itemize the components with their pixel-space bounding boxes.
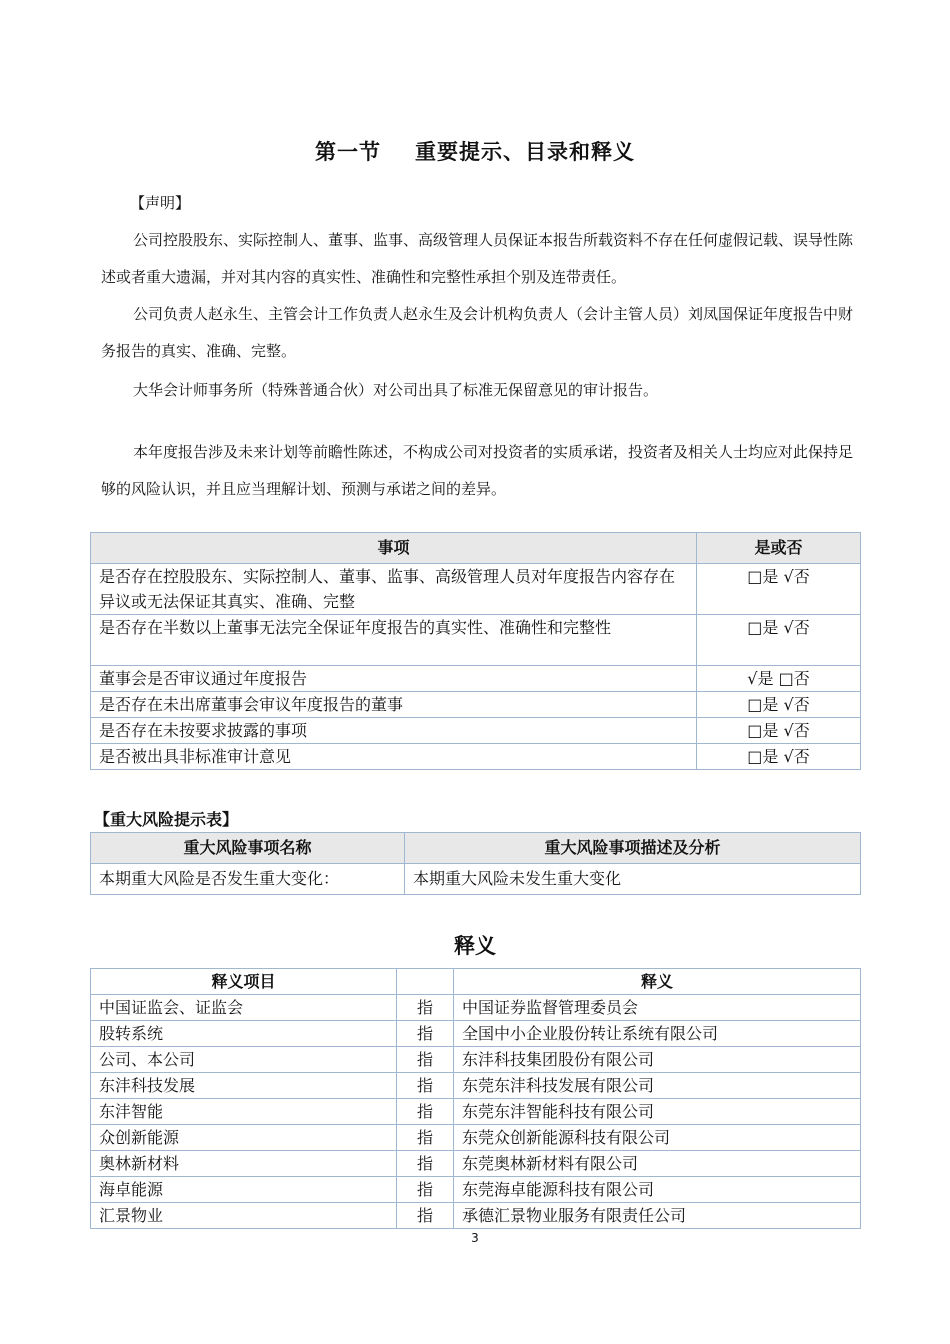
table-header-row — [91, 533, 861, 564]
table-row — [91, 615, 861, 666]
page-number: 3 — [471, 1231, 479, 1245]
table-row — [91, 564, 861, 615]
table-row — [91, 864, 861, 895]
definition-term: 东沣科技发展 — [91, 1073, 397, 1099]
table-row — [91, 744, 861, 770]
definition-meaning: 承德汇景物业服务有限责任公司 — [454, 1203, 861, 1229]
definition-term: 奥林新材料 — [91, 1151, 397, 1177]
declaration-paragraph-4: 本年度报告涉及未来计划等前瞻性陈述，不构成公司对投资者的实质承诺，投资者及相关人士均应对此保持足够的风险认识，并且应当理解计划、预测与承诺之间的差异。 — [101, 443, 854, 498]
definition-term: 汇景物业 — [91, 1203, 397, 1229]
definition-term: 海卓能源 — [91, 1177, 397, 1203]
table-row — [91, 666, 861, 692]
definition-meaning: 东莞奥林新材料有限公司 — [454, 1151, 861, 1177]
definition-refers: 指 — [397, 1177, 454, 1203]
declaration-paragraph-2: 公司负责人赵永生、主管会计工作负责人赵永生及会计机构负责人（会计主管人员）刘凤国保证年度报告中财务报告的真实、准确、完整。 — [101, 305, 854, 360]
matter-answer: □是 √否 — [697, 564, 861, 615]
table-row — [91, 692, 861, 718]
definition-refers: 指 — [397, 1073, 454, 1099]
definition-term: 东沣智能 — [91, 1099, 397, 1125]
matter-answer: □是 √否 — [697, 718, 861, 744]
definitions-header-meaning: 释义 — [454, 969, 861, 995]
declaration-paragraph-1: 公司控股股东、实际控制人、董事、监事、高级管理人员保证本报告所载资料不存在任何虚假记载、误导性陈述或者重大遗漏，并对其内容的真实性、准确性和完整性承担个别及连带责任。 — [101, 231, 854, 286]
table-header-row — [91, 833, 861, 864]
matter-answer: √是 □否 — [697, 666, 861, 692]
table-row — [91, 1099, 861, 1125]
section-name: 重要提示、目录和释义 — [415, 140, 635, 164]
matter-answer: □是 √否 — [697, 615, 861, 666]
table-row — [91, 1021, 861, 1047]
risk-header-name: 重大风险事项名称 — [91, 833, 405, 864]
definition-meaning: 东沣科技集团股份有限公司 — [454, 1047, 861, 1073]
definition-refers: 指 — [397, 1021, 454, 1047]
definition-meaning: 东莞海卓能源科技有限公司 — [454, 1177, 861, 1203]
table-row — [91, 1125, 861, 1151]
risk-header-description: 重大风险事项描述及分析 — [405, 833, 861, 864]
matters-header-item: 事项 — [91, 533, 697, 564]
definition-refers: 指 — [397, 1047, 454, 1073]
definitions-header-blank — [397, 969, 454, 995]
definition-meaning: 东莞东沣智能科技有限公司 — [454, 1099, 861, 1125]
definitions-title: 释义 — [454, 934, 496, 958]
matter-answer: □是 √否 — [697, 692, 861, 718]
risk-table — [90, 832, 861, 895]
definition-term: 中国证监会、证监会 — [91, 995, 397, 1021]
matter-answer: □是 √否 — [697, 744, 861, 770]
table-row — [91, 1203, 861, 1229]
definition-refers: 指 — [397, 1203, 454, 1229]
definition-meaning: 中国证券监督管理委员会 — [454, 995, 861, 1021]
section-title — [0, 136, 950, 166]
definitions-table — [90, 968, 861, 1229]
matter-item: 是否存在控股股东、实际控制人、董事、监事、高级管理人员对年度报告内容存在异议或无法保证其真实、准确、完整 — [91, 564, 697, 615]
table-row — [91, 1177, 861, 1203]
table-row — [91, 1151, 861, 1177]
matter-item: 是否存在半数以上董事无法完全保证年度报告的真实性、准确性和完整性 — [91, 615, 697, 666]
matters-table — [90, 532, 861, 770]
matter-item: 是否被出具非标准审计意见 — [91, 744, 697, 770]
risk-description: 本期重大风险未发生重大变化 — [405, 864, 861, 895]
matters-header-answer: 是或否 — [697, 533, 861, 564]
risk-name: 本期重大风险是否发生重大变化： — [91, 864, 405, 895]
definition-meaning: 全国中小企业股份转让系统有限公司 — [454, 1021, 861, 1047]
definition-meaning: 东莞东沣科技发展有限公司 — [454, 1073, 861, 1099]
definition-refers: 指 — [397, 1099, 454, 1125]
definition-meaning: 东莞众创新能源科技有限公司 — [454, 1125, 861, 1151]
matter-item: 是否存在未出席董事会审议年度报告的董事 — [91, 692, 697, 718]
table-row — [91, 1073, 861, 1099]
matter-item: 董事会是否审议通过年度报告 — [91, 666, 697, 692]
declaration-heading: 【声明】 — [130, 194, 191, 212]
table-header-row — [91, 969, 861, 995]
definition-refers: 指 — [397, 995, 454, 1021]
table-row — [91, 718, 861, 744]
table-row — [91, 1047, 861, 1073]
definitions-header-term: 释义项目 — [91, 969, 397, 995]
definition-term: 股转系统 — [91, 1021, 397, 1047]
definition-refers: 指 — [397, 1125, 454, 1151]
table-row — [91, 995, 861, 1021]
section-number: 第一节 — [315, 140, 381, 164]
definition-term: 众创新能源 — [91, 1125, 397, 1151]
declaration-paragraph-3: 大华会计师事务所（特殊普通合伙）对公司出具了标准无保留意见的审计报告。 — [133, 381, 659, 399]
definition-refers: 指 — [397, 1151, 454, 1177]
matter-item: 是否存在未按要求披露的事项 — [91, 718, 697, 744]
definition-term: 公司、本公司 — [91, 1047, 397, 1073]
risk-heading: 【重大风险提示表】 — [94, 810, 239, 829]
